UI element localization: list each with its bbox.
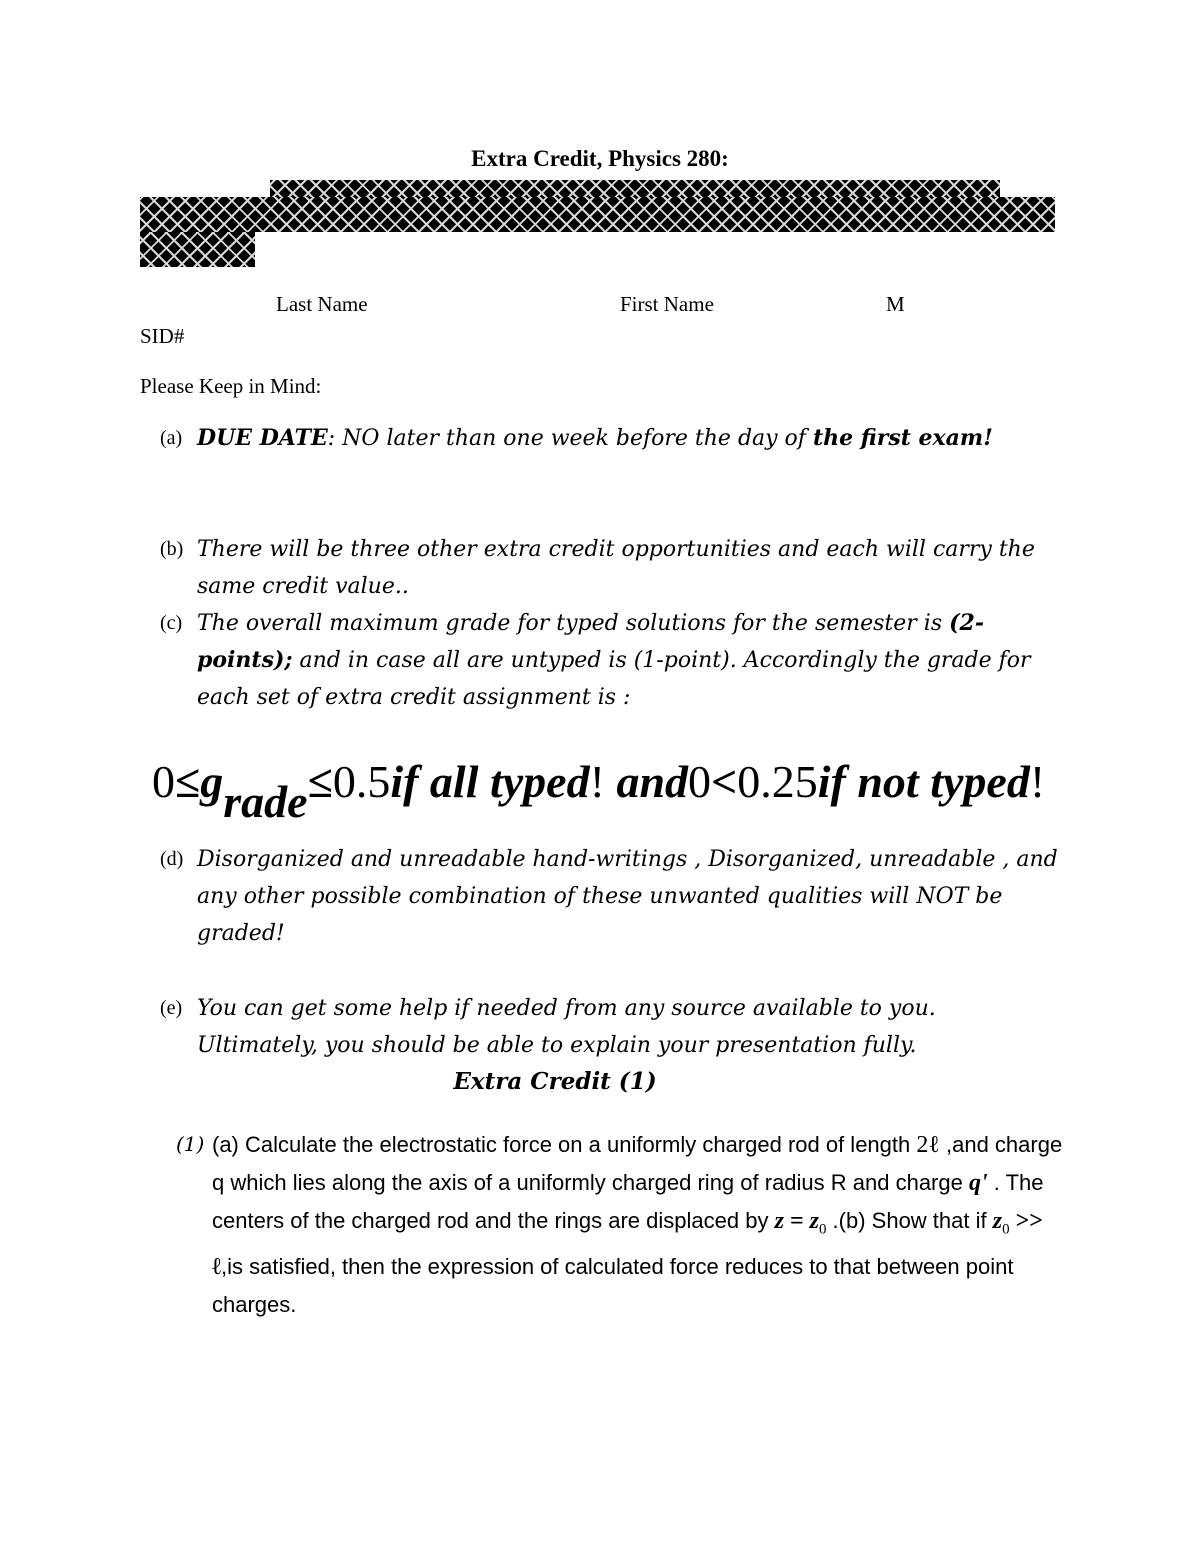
list-item-a bbox=[160, 420, 1060, 457]
condition-math: z bbox=[992, 1208, 1003, 1234]
list-item-text: DUE DATE: NO later than one week before the day of the first exam! bbox=[197, 425, 993, 451]
list-item-d bbox=[160, 841, 1060, 952]
grade-formula: 0≤grade≤0.5if all typed! and0<0.25if not typed! bbox=[152, 756, 1046, 827]
list-item-label: (d) bbox=[160, 848, 184, 870]
list-item-c bbox=[160, 605, 1060, 716]
first-name-label: First Name bbox=[620, 292, 714, 316]
first-exam-emphasis: the first exam! bbox=[812, 425, 993, 451]
redaction-block-middle bbox=[140, 197, 1055, 232]
redaction-block-bottom bbox=[140, 232, 255, 267]
problem-label: (1) bbox=[176, 1132, 205, 1156]
last-name-label: Last Name bbox=[276, 292, 368, 316]
list-item-e bbox=[160, 990, 1060, 1064]
page-title: Extra Credit, Physics 280: bbox=[471, 146, 729, 171]
list-item-label: (e) bbox=[160, 997, 183, 1019]
list-item-label: (a) bbox=[160, 427, 183, 449]
ring-charge-math: q' bbox=[968, 1170, 988, 1196]
list-item-text: The overall maximum grade for typed solutions for the semester is (2-points); and in case all are untyped is (1-point). Accordingly the grade for each set of extra credit assignment is : bbox=[197, 610, 1031, 710]
list-item-text: You can get some help if needed from any source available to you. Ultimately, you should be able to explain your presentation fully. bbox=[197, 996, 936, 1058]
list-item-text: There will be three other extra credit opportunities and each will carry the same credit value.. bbox=[197, 537, 1035, 599]
two-points-emphasis: (2-points); bbox=[197, 610, 984, 673]
sid-label: SID# bbox=[140, 324, 185, 348]
list-item-b bbox=[160, 531, 1060, 605]
list-item-label: (b) bbox=[160, 538, 184, 560]
problem-1: (1) (a) Calculate the electrostatic force on a uniformly charged rod of length 2ℓ ,and charge q which lies along the axis of a uniformly charged ring of radius R and charge q' . The centers of the charged rod and the rings are displaced by $z = z_0$ .(b) Show that if $z_0$ >> ℓ,is satisfied, then the expression of calculated force reduces to that between point charges. bbox=[212, 1126, 1072, 1323]
rod-length-math: 2ℓ bbox=[916, 1132, 940, 1158]
list-item-text: Disorganized and unreadable hand-writings , Disorganized, unreadable , and any other possible combination of these unwanted qualities will NOT be graded! bbox=[197, 847, 1058, 946]
list-item-label: (c) bbox=[160, 612, 183, 634]
displacement-math: z = z bbox=[774, 1208, 819, 1234]
keep-in-mind-heading: Please Keep in Mind: bbox=[140, 374, 322, 398]
section-heading: Extra Credit (1) bbox=[453, 1068, 657, 1095]
due-date-label: DUE DATE bbox=[197, 425, 328, 451]
middle-initial-label: M bbox=[886, 292, 905, 316]
